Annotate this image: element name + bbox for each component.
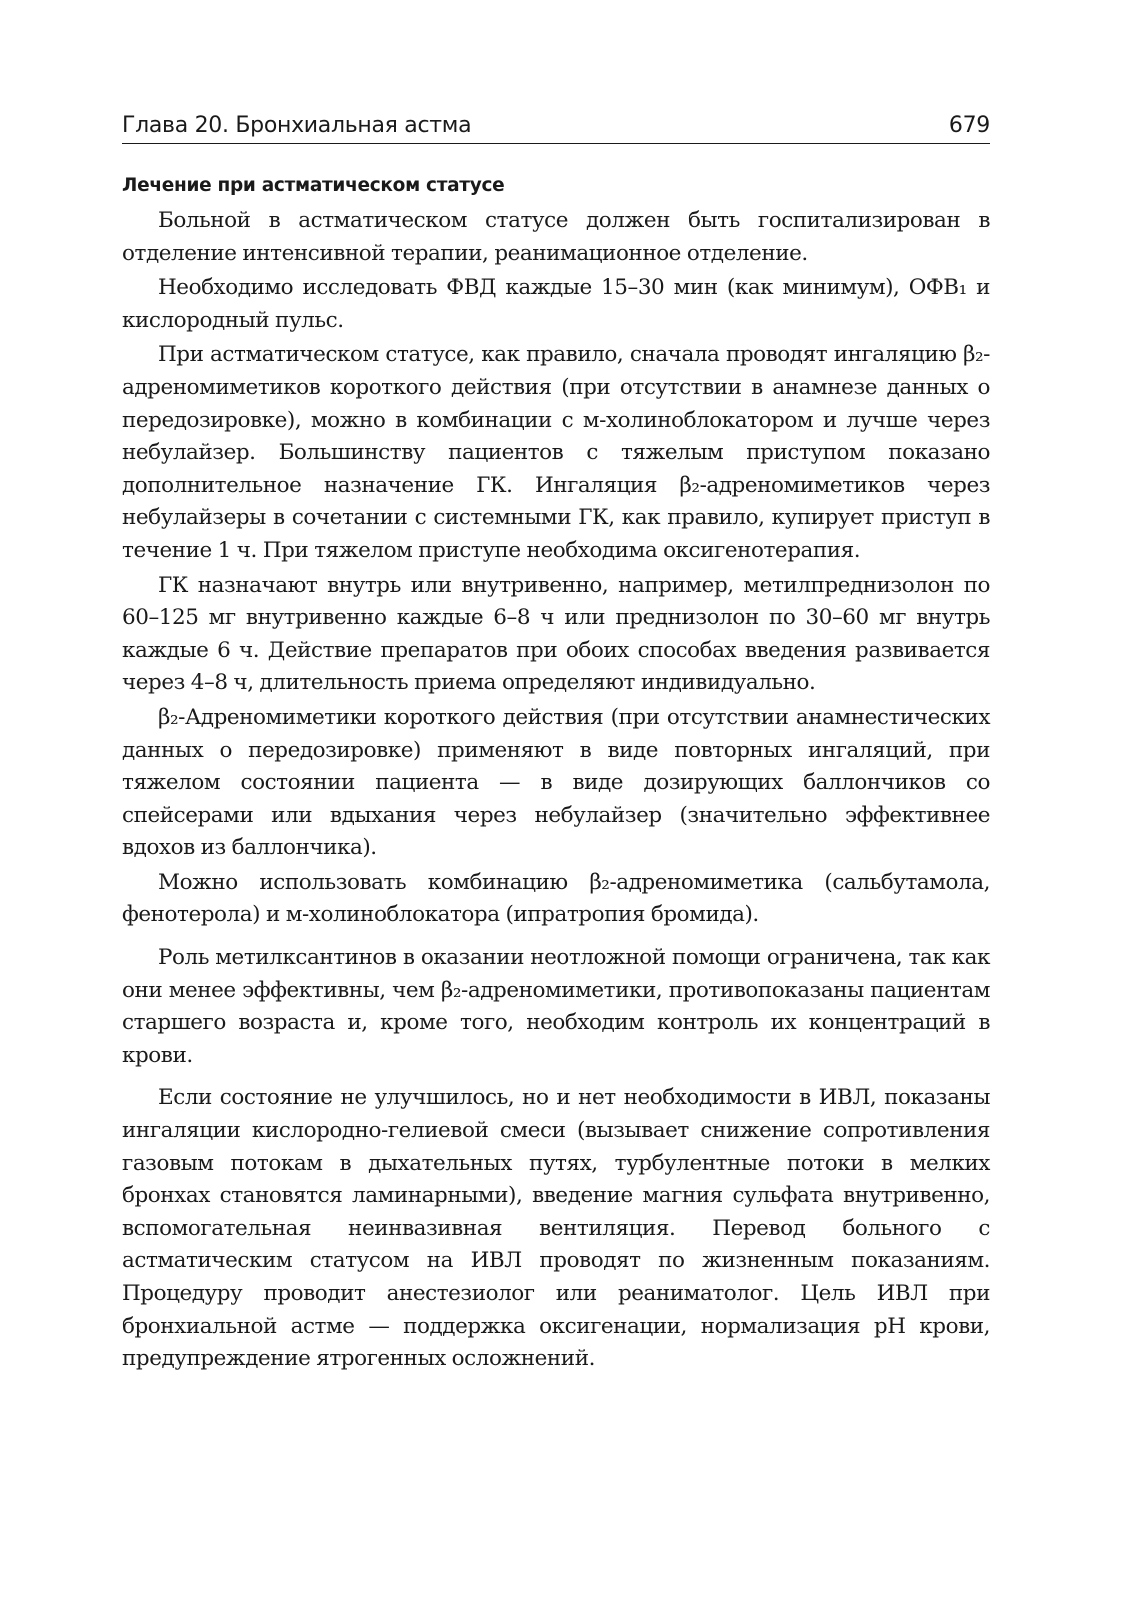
- book-page: [122, 112, 990, 1376]
- paragraph-ventilation: Если состояние не улучшилось, но и нет необходимости в ИВЛ, показаны ингаляции кислородно-гелиевой смеси (вызывает снижение сопротивления газовым потокам в дыхательных путях, турбулентные потоки в мелких бронхах становятся ламинарными), введение магния сульфата внутривенно, вспомогательная неинвазивная вентиляция. Перевод больного с астматическим статусом на ИВЛ проводят по жизненным показаниям. Процедуру проводит анестезиолог или реаниматолог. Цель ИВЛ при бронхиальной астме — поддержка оксигенации, нормализация pH крови, предупреждение ятрогенных осложнений.: [122, 1085, 990, 1372]
- paragraph-monitoring: Необходимо исследовать ФВД каждые 15–30 мин (как минимум), ОФВ₁ и кислородный пульс.: [122, 275, 990, 333]
- paragraph-combination: Можно использовать комбинацию β₂-адреномиметика (сальбутамола, фенотерола) и м-холиноблокатора (ипратропия бромида).: [122, 869, 990, 928]
- body-text: [122, 205, 990, 1376]
- page-number: 679: [948, 113, 990, 138]
- paragraph-hospitalization: Больной в астматическом статусе должен быть госпитализирован в отделение интенсивной терапии, реанимационное отделение.: [122, 208, 990, 266]
- paragraph-beta2-agonists: β₂-Адреномиметики короткого действия (при отсутствии анамнестических данных о передозировке) применяют в виде повторных ингаляций, при тяжелом состоянии пациента — в виде дозирующих баллончиков со спейсерами или вдыхания через небулайзер (значительно эффективнее вдохов из баллончика).: [122, 704, 990, 861]
- chapter-title: Глава 20. Бронхиальная астма: [122, 113, 472, 138]
- section-heading: Лечение при астматическом статусе: [122, 175, 505, 196]
- paragraph-corticosteroids: ГК назначают внутрь или внутривенно, например, метилпреднизолон по 60–125 мг внутривенно каждые 6–8 ч или преднизолон по 30–60 мг внутрь каждые 6 ч. Действие препаратов при обоих способах введения развивается через 4–8 ч, длительность приема определяют индивидуально.: [122, 572, 990, 696]
- running-header: [122, 112, 990, 144]
- paragraph-methylxanthines: Роль метилксантинов в оказании неотложной помощи ограничена, так как они менее эффективны, чем β₂-адреномиметики, противопоказаны пациентам старшего возраста и, кроме того, необходим контроль их концентраций в крови.: [122, 945, 990, 1068]
- paragraph-inhalation: При астматическом статусе, как правило, сначала проводят ингаляцию β₂-адреномиметиков короткого действия (при отсутствии в анамнезе данных о передозировке), можно в комбинации с м-холиноблокатором и лучше через небулайзер. Большинству пациентов с тяжелым приступом показано дополнительное назначение ГК. Ингаляция β₂-адреномиметиков через небулайзеры в сочетании с системными ГК, как правило, купирует приступ в течение 1 ч. При тяжелом приступе необходима оксигенотерапия.: [122, 342, 990, 563]
